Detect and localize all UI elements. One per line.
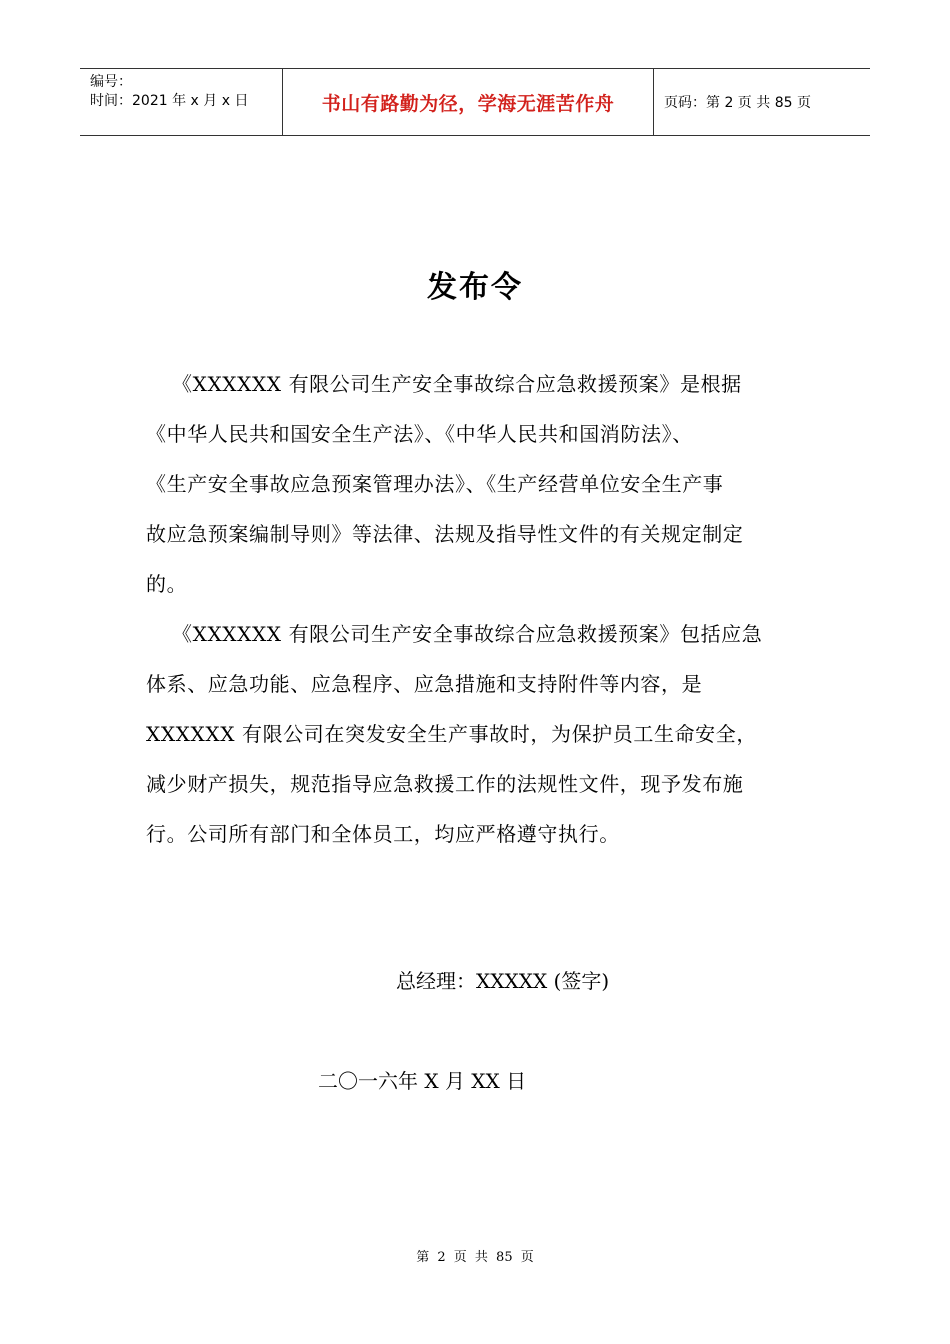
- document-number-label: 编号：: [90, 74, 132, 90]
- header-page-info: 页码：第 2 页 共 85 页: [664, 95, 811, 111]
- paragraph-2: [146, 609, 806, 859]
- header-motto: 书山有路勤为径，学海无涯苦作舟: [282, 69, 654, 135]
- page-footer: 第 2 页 共 85 页: [416, 1250, 534, 1265]
- header-meta: [80, 69, 282, 135]
- page-header: [80, 68, 870, 136]
- paragraph-line: 故应急预案编制导则》等法律、法规及指导性文件的有关规定制定: [146, 522, 744, 546]
- paragraph-line: 《中华人民共和国安全生产法》、《中华人民共和国消防法》、: [146, 422, 693, 446]
- paragraph-line: 《XXXXXX 有限公司生产安全事故综合应急救援预案》包括应急: [172, 622, 763, 646]
- paragraph-1: [146, 359, 806, 609]
- issue-date: 二〇一六年 X 月 XX 日: [318, 1069, 527, 1093]
- document-time-label: 时间：2021 年 x 月 x 日: [90, 93, 249, 109]
- paragraph-line: 《XXXXXX 有限公司生产安全事故综合应急救援预案》是根据: [172, 372, 742, 396]
- paragraph-line: 体系、应急功能、应急程序、应急措施和支持附件等内容，是: [146, 672, 703, 696]
- paragraph-line: 《生产安全事故应急预案管理办法》、《生产经营单位安全生产事: [146, 472, 724, 496]
- signature-line: 总经理：XXXXX (签字): [396, 969, 610, 993]
- paragraph-line: 减少财产损失，规范指导应急救援工作的法规性文件，现予发布施: [146, 772, 744, 796]
- document-title: 发布令: [427, 270, 523, 305]
- paragraph-line: 的。: [146, 572, 188, 596]
- paragraph-line: 行。公司所有部门和全体员工，均应严格遵守执行。: [146, 822, 620, 846]
- paragraph-line: XXXXXX 有限公司在突发安全生产事故时，为保护员工生命安全，: [146, 722, 757, 746]
